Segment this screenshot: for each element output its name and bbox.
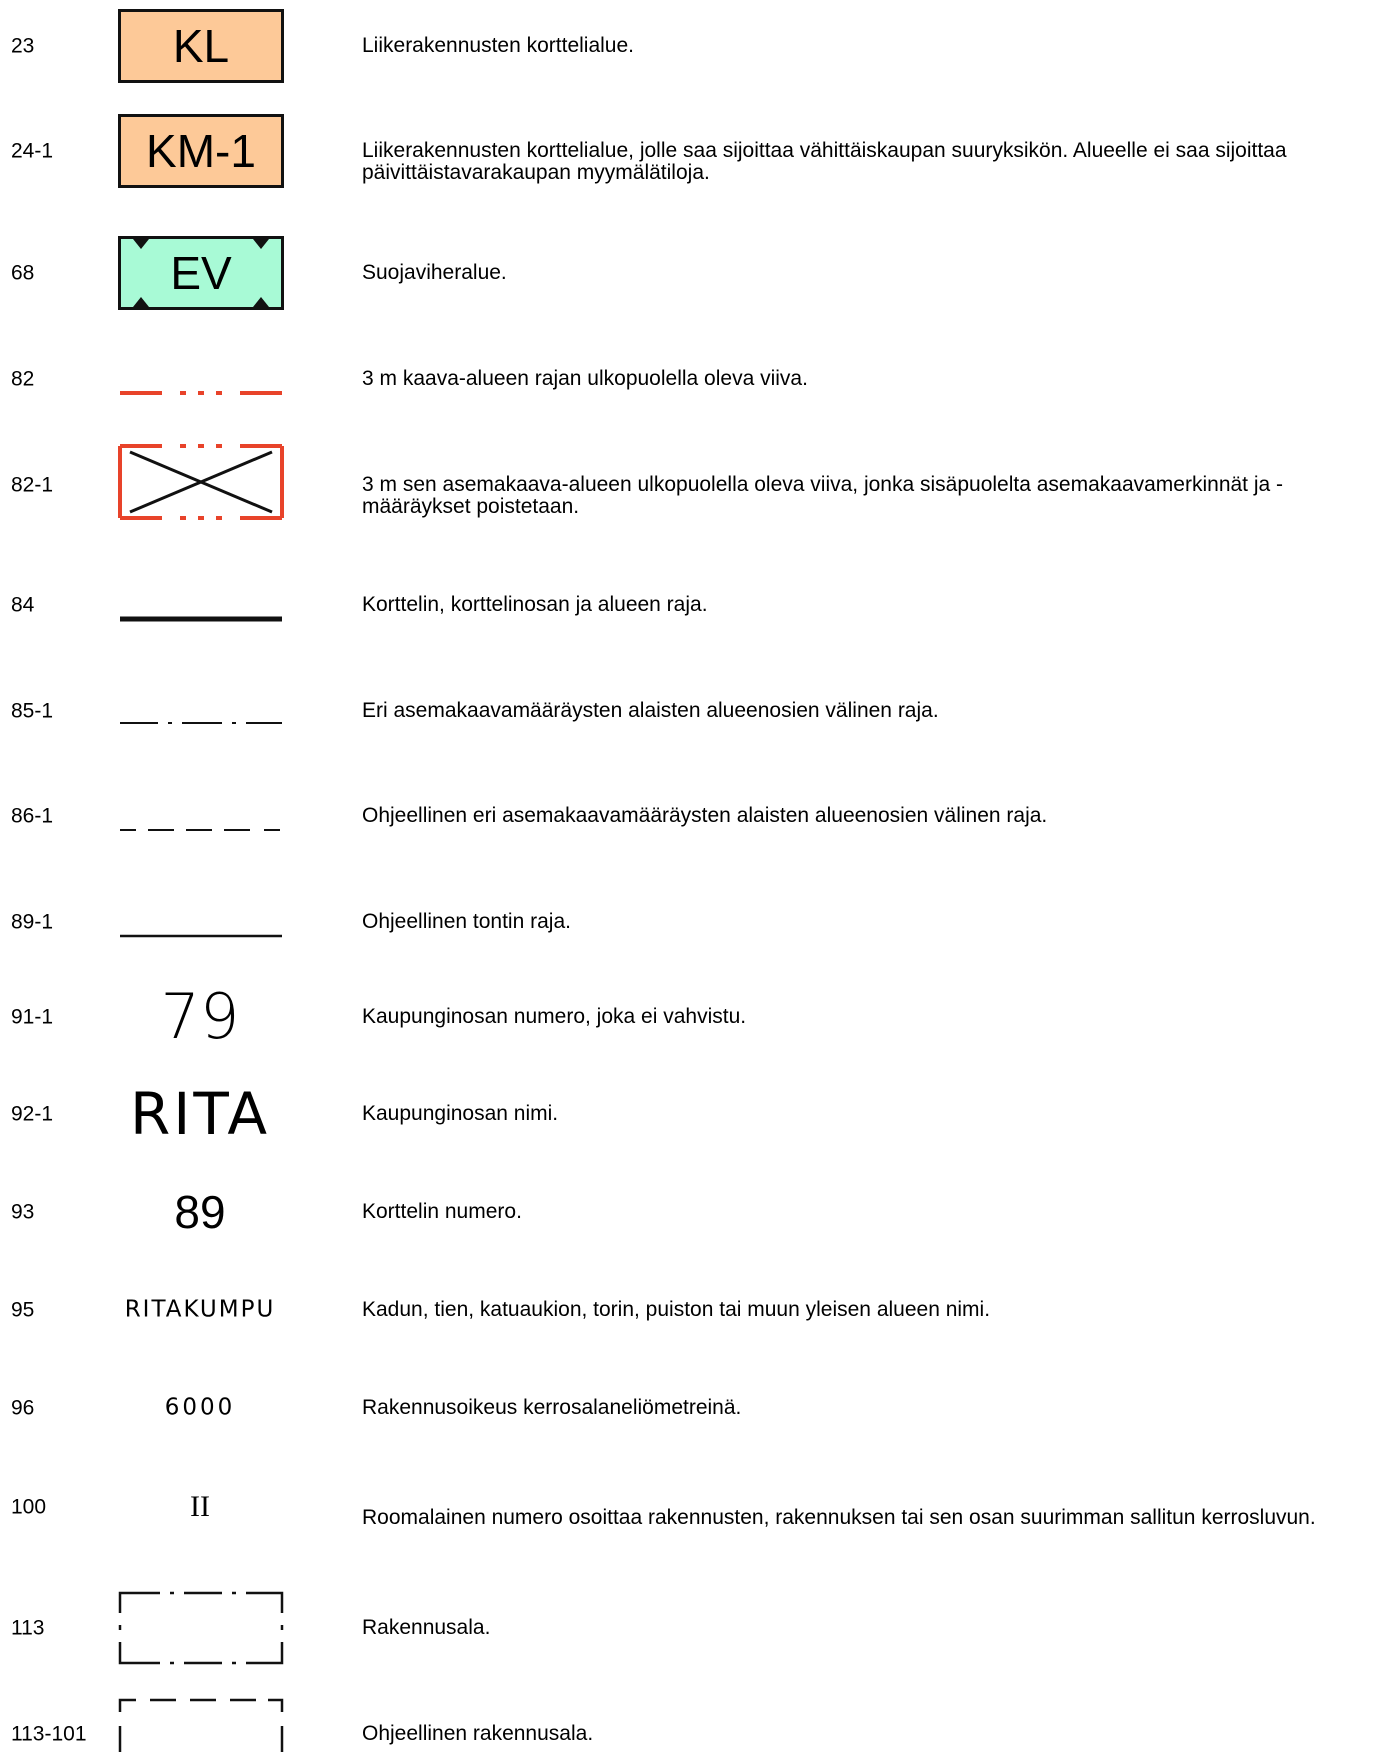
symbol-label: KL <box>172 20 230 72</box>
legend-code: 91-1 <box>11 1005 54 1029</box>
legend-code: 82 <box>11 367 35 391</box>
km-1-zone-symbol <box>118 114 284 188</box>
legend-code: 85-1 <box>11 699 54 723</box>
legend-description: Korttelin, korttelinosan ja alueen raja. <box>362 593 708 616</box>
legend-description: Eri asemakaavamääräysten alaisten alueenosien välinen raja. <box>362 699 939 722</box>
legend-code: 92-1 <box>11 1102 54 1126</box>
legend-code: 113-101 <box>11 1722 87 1746</box>
legend-description: Ohjeellinen tontin raja. <box>362 910 571 933</box>
legend-description: Liikerakennusten korttelialue, jolle saa sijoittaa vähittäiskaupan suuryksikön. Alueelle ei saa sijoittaa päivittäistavarakaupan myymälätiloja. <box>362 139 1287 184</box>
storey-count-symbol: II <box>190 1490 210 1523</box>
street-name-symbol: RITAKUMPU <box>124 1296 276 1323</box>
legend-code: 24-1 <box>11 139 54 163</box>
building-area-symbol <box>118 1589 284 1667</box>
block-number-symbol: 89 <box>174 1186 226 1238</box>
removed-plan-area-symbol <box>118 442 284 522</box>
plan-boundary-line-symbol <box>118 389 284 397</box>
subarea-boundary-line-symbol <box>118 719 284 727</box>
legend-code: 96 <box>11 1396 35 1420</box>
legend-code: 113 <box>11 1616 45 1640</box>
kl-zone-symbol <box>118 9 284 83</box>
legend-description: Korttelin numero. <box>362 1200 522 1223</box>
indicative-plot-boundary-line-symbol <box>118 932 284 940</box>
legend-code: 89-1 <box>11 910 54 934</box>
symbol-label: KM-1 <box>146 125 256 177</box>
indicative-building-area-symbol <box>118 1696 284 1764</box>
indicative-subarea-boundary-line-symbol <box>118 826 284 834</box>
legend-code: 84 <box>11 593 35 617</box>
district-number-symbol: 79 <box>160 980 240 1053</box>
legend-code: 68 <box>11 261 35 285</box>
legend-description: Rakennusala. <box>362 1616 491 1639</box>
legend-description: Kaupunginosan nimi. <box>362 1102 559 1125</box>
legend-code: 100 <box>11 1495 47 1519</box>
legend-description: 3 m kaava-alueen rajan ulkopuolella oleva viiva. <box>362 367 808 390</box>
legend-description: Kadun, tien, katuaukion, torin, puiston tai muun yleisen alueen nimi. <box>362 1298 991 1321</box>
legend-description: Suojaviheralue. <box>362 261 507 284</box>
district-name-symbol: RITA <box>129 1080 270 1148</box>
legend-code: 86-1 <box>11 804 54 828</box>
legend-code: 82-1 <box>11 473 54 497</box>
symbol-label: EV <box>170 247 232 299</box>
legend-code: 93 <box>11 1200 35 1224</box>
ev-corner-markers <box>118 236 284 310</box>
legend-description: 3 m sen asemakaava-alueen ulkopuolella oleva viiva, jonka sisäpuolelta asemakaavamerkinnät ja -määräykset poistetaan. <box>362 473 1284 518</box>
legend-description: Ohjeellinen rakennusala. <box>362 1722 594 1745</box>
legend-code: 23 <box>11 34 35 58</box>
legend-description: Ohjeellinen eri asemakaavamääräysten alaisten alueenosien välinen raja. <box>362 804 1048 827</box>
legend-description: Rakennusoikeus kerrosalaneliömetreinä. <box>362 1396 742 1419</box>
legend-description: Kaupunginosan numero, joka ei vahvistu. <box>362 1005 747 1028</box>
legend-description: Liikerakennusten korttelialue. <box>362 34 634 57</box>
legend-description: Roomalainen numero osoittaa rakennusten, rakennuksen tai sen osan suurimman sallitun kerrosluvun. <box>362 1506 1316 1529</box>
floor-area-symbol: 6000 <box>164 1394 236 1421</box>
legend-code: 95 <box>11 1298 35 1322</box>
block-boundary-line-symbol <box>118 615 284 623</box>
